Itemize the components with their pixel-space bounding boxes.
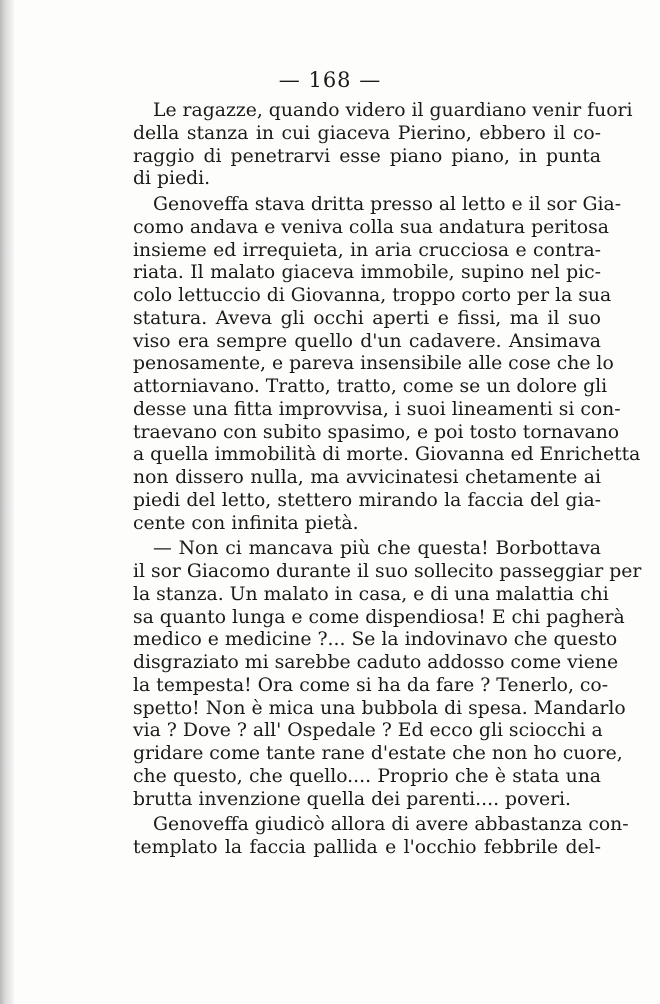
text-line: insieme ed irrequieta, in aria crucciosa e contra- — [133, 239, 601, 261]
text-line: viso era sempre quello d'un cadavere. Ansimava — [133, 330, 601, 352]
text-line: medico e medicine ?... Se la indovinavo che questo — [133, 629, 618, 651]
binding-gutter — [0, 0, 14, 1004]
text-line: gridare come tante rane d'estate che non ho cuore, — [133, 743, 623, 764]
text-line: brutta invenzione quella dei parenti.... poveri. — [133, 788, 572, 810]
text-line: piedi del letto, stettero mirando la faccia del gia- — [133, 489, 601, 511]
text-line: non dissero nulla, ma avvicinatesi chetamente ai — [133, 467, 601, 488]
text-line: della stanza in cui giaceva Pierino, ebbero il co- — [133, 122, 601, 144]
text-line: statura. Aveva gli occhi aperti e fissi, ma il suo — [133, 307, 601, 329]
text-line: penosamente, e pareva insensibile alle cose che lo — [133, 353, 614, 375]
text-line: attorniavano. Tratto, tratto, come se un dolore gli — [133, 376, 608, 397]
text-line: colo lettuccio di Giovanna, troppo corto per la sua — [133, 285, 612, 306]
text-line: — Non ci mancava più che questa! Borbottava — [153, 538, 601, 560]
text-line: che questo, che quello.... Proprio che è stata una — [133, 765, 601, 787]
text-line: via ? Dove ? all' Ospedale ? Ed ecco gli sciocchi a — [133, 720, 603, 742]
text-line: Genoveffa giudicò allora di avere abbastanza con- — [153, 814, 629, 836]
text-line: como andava e veniva colla sua andatura peritosa — [133, 216, 609, 238]
text-line: cente con infinita pietà. — [133, 512, 359, 534]
text-line: Genoveffa stava dritta presso al letto e il sor Gia- — [153, 194, 622, 215]
text-line: la tempesta! Ora come si ha da fare ? Tenerlo, co- — [133, 674, 609, 696]
text-line: il sor Giacomo durante il suo sollecito passeggiar per — [133, 561, 642, 582]
text-line: desse una fitta improvvisa, i suoi lineamenti si con- — [133, 398, 621, 420]
text-line: di piedi. — [133, 168, 211, 190]
paragraph — [133, 538, 642, 811]
text-line: templato la faccia pallida e l'occhio febbrile del- — [133, 837, 601, 858]
text-line: Le ragazze, quando videro il guardiano venir fuori — [153, 100, 633, 121]
page-number: — 168 — — [278, 68, 382, 92]
body-text — [133, 100, 642, 860]
text-line: sa quanto lunga e come dispendiosa! E chi pagherà — [133, 606, 625, 628]
text-line: la stanza. Un malato in casa, e di una malattia chi — [133, 583, 609, 605]
text-line: traevano con subito spasimo, e poi tosto tornavano — [133, 421, 620, 443]
paragraph — [133, 194, 641, 535]
text-line: spetto! Non è mica una bubbola di spesa. Mandarlo — [133, 697, 626, 719]
text-line: riata. Il malato giaceva immobile, supino nel pic- — [133, 262, 601, 284]
text-line: disgraziato mi sarebbe caduto addosso come viene — [133, 652, 619, 673]
paragraph — [133, 814, 629, 860]
paragraph — [133, 100, 633, 191]
text-line: a quella immobilità di morte. Giovanna ed Enrichetta — [133, 444, 641, 466]
text-line: raggio di penetrarvi esse piano piano, in punta — [133, 145, 601, 167]
